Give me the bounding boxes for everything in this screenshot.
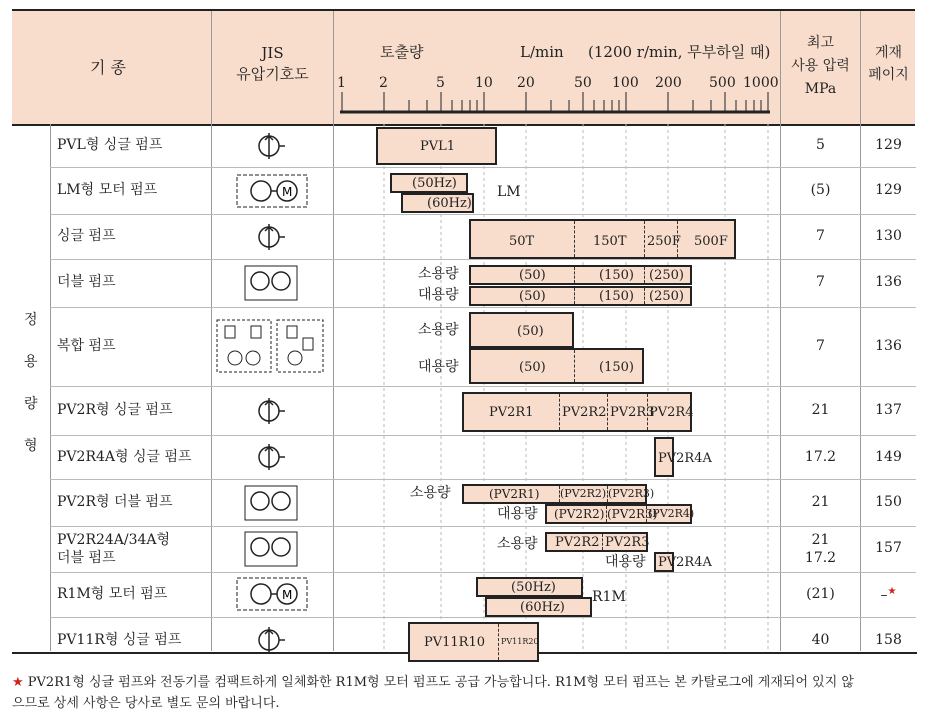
row-separator: [50, 386, 916, 387]
row-separator: [50, 526, 916, 527]
page-value: 157: [875, 540, 902, 556]
pressure-value: 21: [811, 494, 830, 510]
pressure-value: (21): [806, 586, 835, 602]
page-value: 136: [875, 338, 902, 354]
pressure-value: 7: [816, 228, 825, 244]
tick-label: 200: [655, 75, 682, 91]
motor-pump-symbol-icon: [235, 173, 310, 209]
flow-bar: 50T 150T 250F 500F: [469, 219, 736, 259]
header-pressure-3: MPa: [804, 81, 837, 97]
header-page-2: 페이지: [868, 67, 909, 83]
footnote-line: PV2R1형 싱글 펌프와 전동기를 컴팩트하게 일체화한 R1M형 모터 펌프도 공급 가능합니다. R1M형 모터 펌프는 본 카탈로그에 게재되어 있지 않: [27, 675, 854, 690]
header-jis-symbol: 유압기호도: [236, 65, 309, 83]
star-icon: ★: [12, 675, 24, 690]
header-pressure-1: 최고: [806, 35, 835, 51]
divider: [860, 11, 861, 651]
row-separator: [50, 435, 916, 436]
page-value: 136: [875, 274, 902, 290]
pump-symbol-icon: [257, 131, 287, 161]
pressure-value: 17.2: [804, 550, 837, 566]
pressure-value: 21: [811, 402, 830, 418]
flow-bar: (50Hz): [476, 577, 583, 597]
header-flow-unit: L/min: [520, 43, 564, 61]
category-char: 량: [24, 396, 38, 412]
row-separator: [50, 307, 916, 308]
flow-bar: PV2R2 PV2R3: [545, 532, 648, 552]
model-name: PV11R형 싱글 펌프: [57, 632, 182, 648]
flow-bar: (60Hz): [485, 597, 592, 617]
tick-label: 1000: [743, 75, 779, 91]
category-char: 정: [24, 312, 38, 328]
flow-bar: (50Hz): [390, 173, 468, 193]
footnote-line: 으므로 상세 사항은 당사로 별도 문의 바랍니다.: [12, 696, 280, 711]
row-separator: [50, 617, 916, 618]
model-name: PV2R형 더블 펌프: [57, 494, 173, 510]
page-value: 137: [875, 402, 902, 418]
divider: [211, 11, 212, 651]
flow-bar: (50) (150) (250): [469, 286, 692, 306]
category-char: 용: [24, 354, 38, 370]
flow-bar: PV2R4A: [654, 437, 674, 477]
page-value: 149: [875, 449, 902, 465]
large-capacity-label: 대용량: [418, 287, 459, 303]
model-name: R1M형 모터 펌프: [57, 586, 168, 602]
page-value: 129: [875, 137, 902, 153]
pressure-value: 40: [811, 632, 830, 648]
flow-bar: PV2R1 PV2R2 PV2R3 PV2R4: [462, 392, 692, 432]
model-name: 더블 펌프: [57, 550, 116, 566]
model-name: PV2R4A형 싱글 펌프: [57, 449, 192, 465]
header-model: 기 종: [90, 58, 126, 77]
small-capacity-label: 소용량: [418, 266, 459, 282]
large-capacity-label: 대용량: [605, 554, 646, 570]
tick-label: 10: [475, 75, 493, 91]
page-value: 129: [875, 182, 902, 198]
small-capacity-label: 소용량: [418, 322, 459, 338]
row-separator: [50, 167, 916, 168]
pressure-value: 5: [816, 137, 825, 153]
model-name: 더블 펌프: [57, 274, 116, 290]
page-value: 130: [875, 228, 902, 244]
pump-symbol-icon: [257, 396, 287, 426]
tick-label: 50: [574, 75, 592, 91]
pressure-value: 17.2: [804, 449, 837, 465]
small-capacity-label: 소용량: [410, 485, 451, 501]
model-name: 싱글 펌프: [57, 228, 116, 244]
bar-side-label: R1M: [592, 589, 626, 605]
model-name: 복합 펌프: [57, 338, 116, 354]
tick-label: 1: [337, 75, 346, 91]
flow-scale-axis: [334, 92, 780, 122]
bar-side-label: LM: [497, 184, 521, 200]
pressure-value: 7: [816, 274, 825, 290]
star-icon: ★: [887, 586, 897, 597]
tick-label: 100: [612, 75, 639, 91]
double-pump-symbol-icon: [243, 484, 299, 522]
page-value: 150: [875, 494, 902, 510]
header-jis: JIS: [261, 44, 284, 62]
pump-symbol-icon: [257, 625, 287, 655]
flow-bar: PV2R4A: [654, 552, 674, 572]
tick-label: 5: [436, 75, 445, 91]
svg-text:M: M: [282, 588, 293, 602]
page-value: 158: [875, 632, 902, 648]
header-pressure-2: 사용 압력: [791, 58, 850, 74]
page-value: –★: [880, 586, 897, 604]
tick-label: 20: [517, 75, 535, 91]
flow-bar: (50): [469, 312, 574, 348]
pressure-value: 21: [811, 532, 830, 548]
flow-bar: (50) (150) (250): [469, 265, 692, 285]
model-name: LM형 모터 펌프: [57, 182, 158, 198]
double-pump-symbol-icon: [243, 530, 299, 568]
small-capacity-label: 소용량: [497, 536, 538, 552]
flow-bar: (60Hz): [401, 193, 474, 213]
row-separator: [50, 479, 916, 480]
footnote: [12, 672, 917, 714]
header-flow-condition: (1200 r/min, 무부하일 때): [588, 43, 771, 61]
category-char: 형: [24, 438, 38, 454]
model-name: PV2R형 싱글 펌프: [57, 402, 173, 418]
tick-label: 2: [379, 75, 388, 91]
flow-bar: (50) (150): [469, 348, 644, 384]
large-capacity-label: 대용량: [418, 359, 459, 375]
model-name: PVL형 싱글 펌프: [57, 137, 163, 153]
pump-symbol-icon: [257, 442, 287, 472]
header-flow-title: 토출량: [380, 43, 424, 61]
row-separator: [50, 214, 916, 215]
row-separator: [50, 259, 916, 260]
row-separator: [50, 572, 916, 573]
pressure-value: (5): [810, 182, 831, 198]
combined-pump-symbol-icon: [215, 316, 325, 376]
pump-symbol-icon: [257, 222, 287, 252]
flow-bar: (PV2R1) (PV2R2) (PV2R3): [462, 484, 647, 504]
model-name: PV2R24A/34A형: [57, 532, 171, 548]
svg-text:M: M: [282, 185, 293, 199]
flow-bar: (PV2R2) (PV2R3) (PV2R4): [545, 504, 692, 524]
flow-bar: PV11R10 PV11R20: [408, 622, 539, 662]
header-page-1: 게재: [874, 45, 903, 61]
motor-pump-symbol-icon: [235, 576, 310, 612]
double-pump-symbol-icon: [243, 264, 299, 302]
flow-bar: PVL1: [376, 127, 497, 165]
large-capacity-label: 대용량: [497, 506, 538, 522]
tick-label: 500: [709, 75, 736, 91]
pressure-value: 7: [816, 338, 825, 354]
